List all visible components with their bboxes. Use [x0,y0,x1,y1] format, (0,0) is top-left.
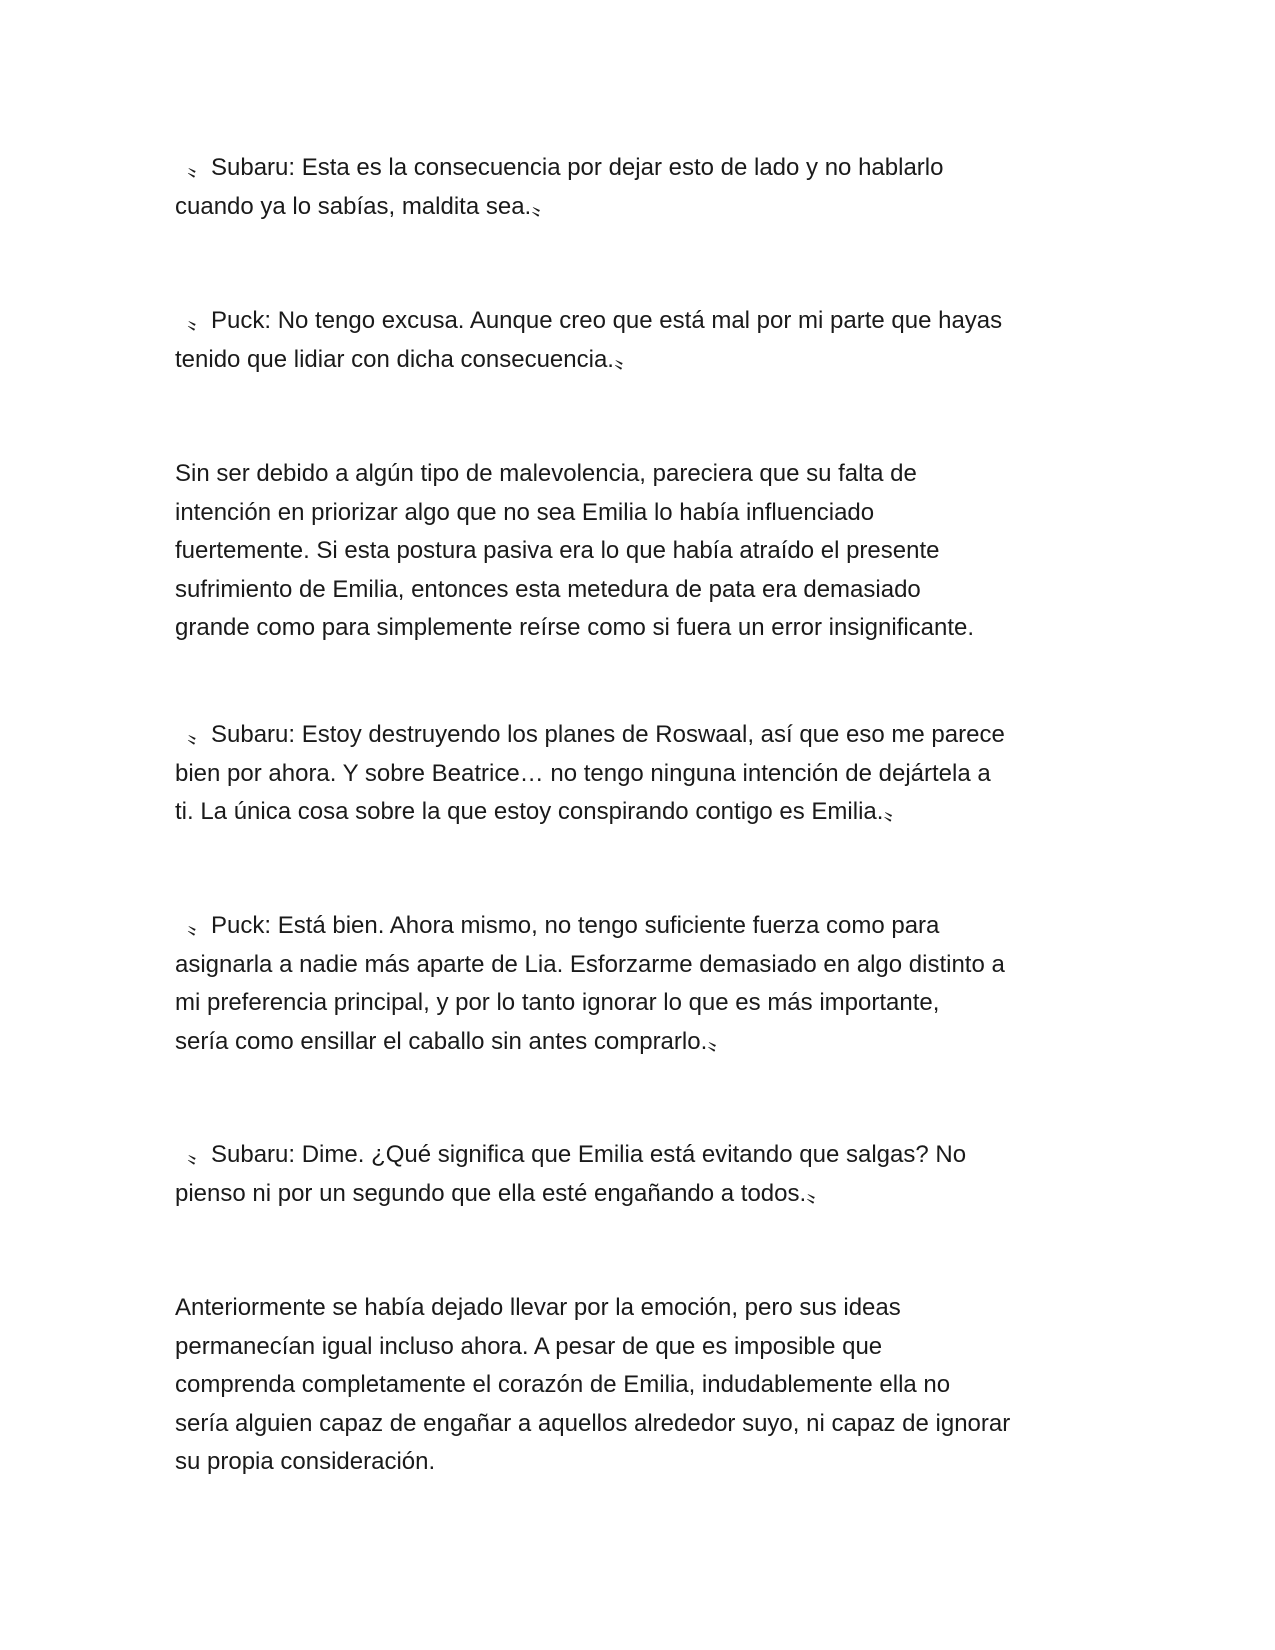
narration-paragraph-2: Anteriormente se había dejado llevar por la emoción, pero sus ideas permanecían igual incluso ahora. A pesar de que es imposible que comprenda completamente el corazón de Emilia, indudablemente ella no sería alguien capaz de engañar a aquellos alrededor suyo, ni capaz de ignorar su propia consideración. [175,1294,1011,1475]
dialogue-paragraph-subaru-2: 〟Subaru: Estoy destruyendo los planes de Roswaal, así que eso me parece bien por ahora. Y sobre Beatrice… no tengo ninguna intención de dejártela a ti. La única cosa sobre la que estoy conspirando contigo es Emilia.〟 [175,721,1005,825]
dialogue-paragraph-puck-1: 〟Puck: No tengo excusa. Aunque creo que está mal por mi parte que hayas tenido que lidiar con dicha consecuencia.〟 [175,307,1003,373]
narration-paragraph-1: Sin ser debido a algún tipo de malevolencia, pareciera que su falta de intención en priorizar algo que no sea Emilia lo había influenciado fuertemente. Si esta postura pasiva era lo que había atraído el presente sufrimiento de Emilia, entonces esta metedura de pata era demasiado grande como para simplemente reírse como si fuera un error insignificante. [175,460,975,641]
dialogue-paragraph-puck-2: 〟Puck: Está bien. Ahora mismo, no tengo suficiente fuerza como para asignarla a nadie más aparte de Lia. Esforzarme demasiado en algo distinto a mi preferencia principal, y por lo tanto ignorar lo que es más importante, sería como ensillar el caballo sin antes comprarlo.〟 [175,912,1005,1055]
dialogue-paragraph-subaru-1: 〟Subaru: Esta es la consecuencia por dejar esto de lado y no hablarlo cuando ya lo sabías, maldita sea.〟 [175,154,944,220]
dialogue-paragraph-subaru-3: 〟Subaru: Dime. ¿Qué significa que Emilia está evitando que salgas? No pienso ni por un segundo que ella esté engañando a todos.〟 [175,1141,967,1207]
